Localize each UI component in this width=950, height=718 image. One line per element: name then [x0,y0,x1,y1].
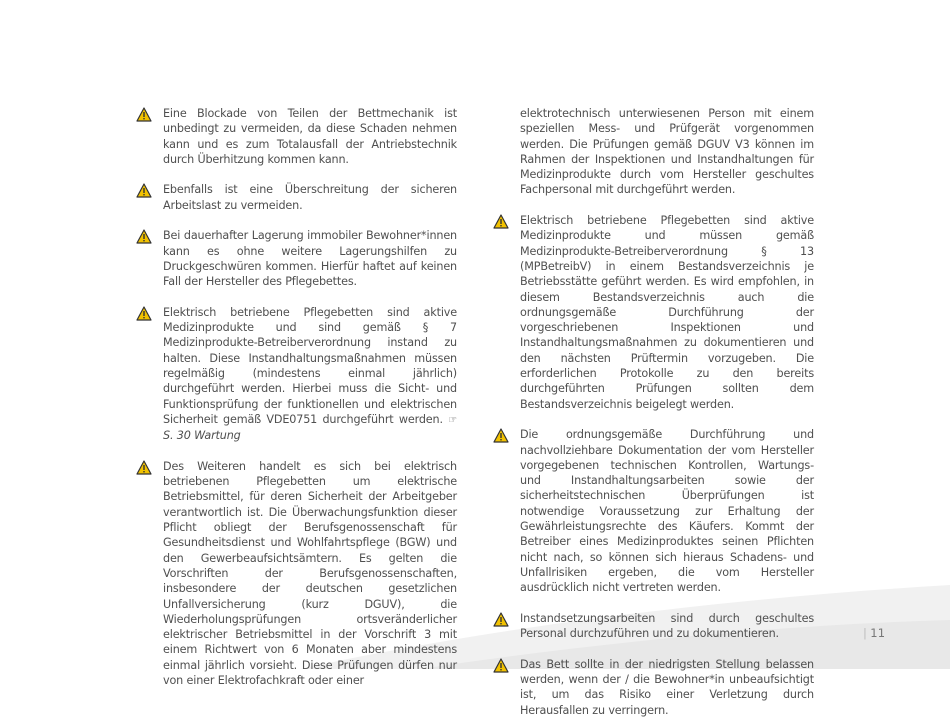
warning-triangle-icon [136,460,152,475]
warning-triangle-icon [136,107,152,122]
warning-text: Elektrisch betriebene Pflegebetten sind aktive Medizinprodukte und müssen gemäß Medizinprodukte-Betreiberverordnung § 13 (MPBetreibV) in einem Bestandsverzeichnis je Betriebsstätte geführt werden. Es wird empfohlen, in diesem Bestandsverzeichnis auch die ordnungsgemäße Durchführung der vorgeschriebenen Inspektionen und Instandhaltungsmaßnahmen zu dokumentieren und den nächsten Prüftermin vorzugeben. Die erforderlichen Protokolle zu den bereits durchgeführten Prüfungen sollten dem Bestandsverzeichnis beigelegt werden. [520,214,814,411]
warning-text: Des Weiteren handelt es sich bei elektrisch betriebenen Pflegebetten um elektrische Betriebsmittel, für deren Sicherheit der Arbeitgeber verantwortlich ist. Die Überwachungsfunktion dieser Pflicht obliegt der Berufsgenossenschaft für Gesundheitsdienst und Wohlfahrtspflege (BGW) und den Gewerbeaufsichtsämtern. Es gelten die Vorschriften der Berufsgenossenschaften, insbesondere der deutschen gesetzlichen Unfallversicherung (kurz DGUV), die Wiederholungsprüfungen ortsveränderlicher elektrischer Betriebsmittel in der Vorschrift 3 mit einem Richtwert von 6 Monaten aber mindestens einmal jährlich vorsieht. Diese Prüfungen dürfen nur von einer Elektrofachkraft oder einer [163,459,457,687]
warning-text-body: Elektrisch betriebene Pflegebetten sind aktive Medizinprodukte und sind gemäß § 7 Medizinprodukte-Betreiberverordnung instand zu halten. Diese Instandhaltungsmaßnahmen müssen regelmäßig (mindestens einmal jährlich) durchgeführt werden. Hierbei muss die Sicht- und Funktionsprüfung der funktionellen und elektrischen Sicherheit gemäß VDE0751 durchgeführt werden. [163,305,457,426]
page-number-value: 11 [870,626,886,640]
warning-item [136,459,457,688]
warning-triangle-icon [493,214,509,229]
warning-item [136,228,457,289]
warning-text: Eine Blockade von Teilen der Bettmechanik ist unbedingt zu vermeiden, da diese Schaden nehmen kann und es zum Totalausfall der Antriebstechnik durch Überhitzung kommen kann. [163,107,457,166]
warning-triangle-icon [493,658,509,673]
continuation-text: elektrotechnisch unterwiesenen Person mit einem speziellen Mess- und Prüfgerät vorgenommen werden. Die Prüfungen gemäß DGUV V3 können im Rahmen der Inspektionen und Instandhaltungen für Medizinprodukte durch vom Hersteller geschultes Fachpersonal mit durchgeführt werden. [520,107,814,197]
warning-item [136,305,457,444]
warning-text: Ebenfalls ist eine Überschreitung der sicheren Arbeitslast zu vermeiden. [163,183,457,212]
warning-triangle-icon [136,183,152,198]
warning-triangle-icon [136,306,152,321]
warning-triangle-icon [136,229,152,244]
warning-triangle-icon [493,612,509,627]
warning-text: Instandsetzungsarbeiten sind durch geschultes Personal durchzuführen und zu dokumentieren. [520,611,814,641]
continuation-item [493,106,814,198]
warning-text: Bei dauerhafter Lagerung immobiler Bewohner*innen kann es ohne weitere Lagerungshilfen zu Druckgeschwüren kommen. Hierfür haftet auf keinen Fall der Hersteller des Pflegebettes. [163,229,457,289]
left-column [136,106,457,688]
page-number [863,626,885,640]
warning-item [493,611,814,642]
warning-text: Die ordnungsgemäße Durchführung und nachvollziehbare Dokumentation der vom Hersteller vorgegebenen technischen Kontrollen, Wartungs- und Instandhaltungsarbeiten sowie der sicherheitstechnischen Überprüfungen ist notwendige Voraussetzung zur Erhaltung der Gewährleistungsrechte des Käufers. Kommt der Betreiber eines Medizinproduktes seinen Pflichten nicht nach, so können sich hieraus Schadens- und Unfallrisiken ergeben, die vom Hersteller ausdrücklich nicht vertreten werden. [520,428,814,595]
warning-item [136,106,457,167]
page-reference-link[interactable]: S. 30 Wartung [163,429,241,443]
warning-item [493,427,814,595]
right-column [493,106,814,718]
warning-item [493,657,814,718]
warning-item [493,213,814,412]
warning-triangle-icon [493,428,509,443]
warning-item [136,182,457,213]
warning-text: Das Bett sollte in der niedrigsten Stellung belassen werden, wenn der / die Bewohner*in unbeaufsichtigt ist, um das Risiko einer Verletzung durch Herausfallen zu verringern. [520,657,814,717]
warning-text [163,305,457,444]
page-number-divider: | [863,626,868,640]
pointing-hand-icon: ☞ [448,414,458,426]
